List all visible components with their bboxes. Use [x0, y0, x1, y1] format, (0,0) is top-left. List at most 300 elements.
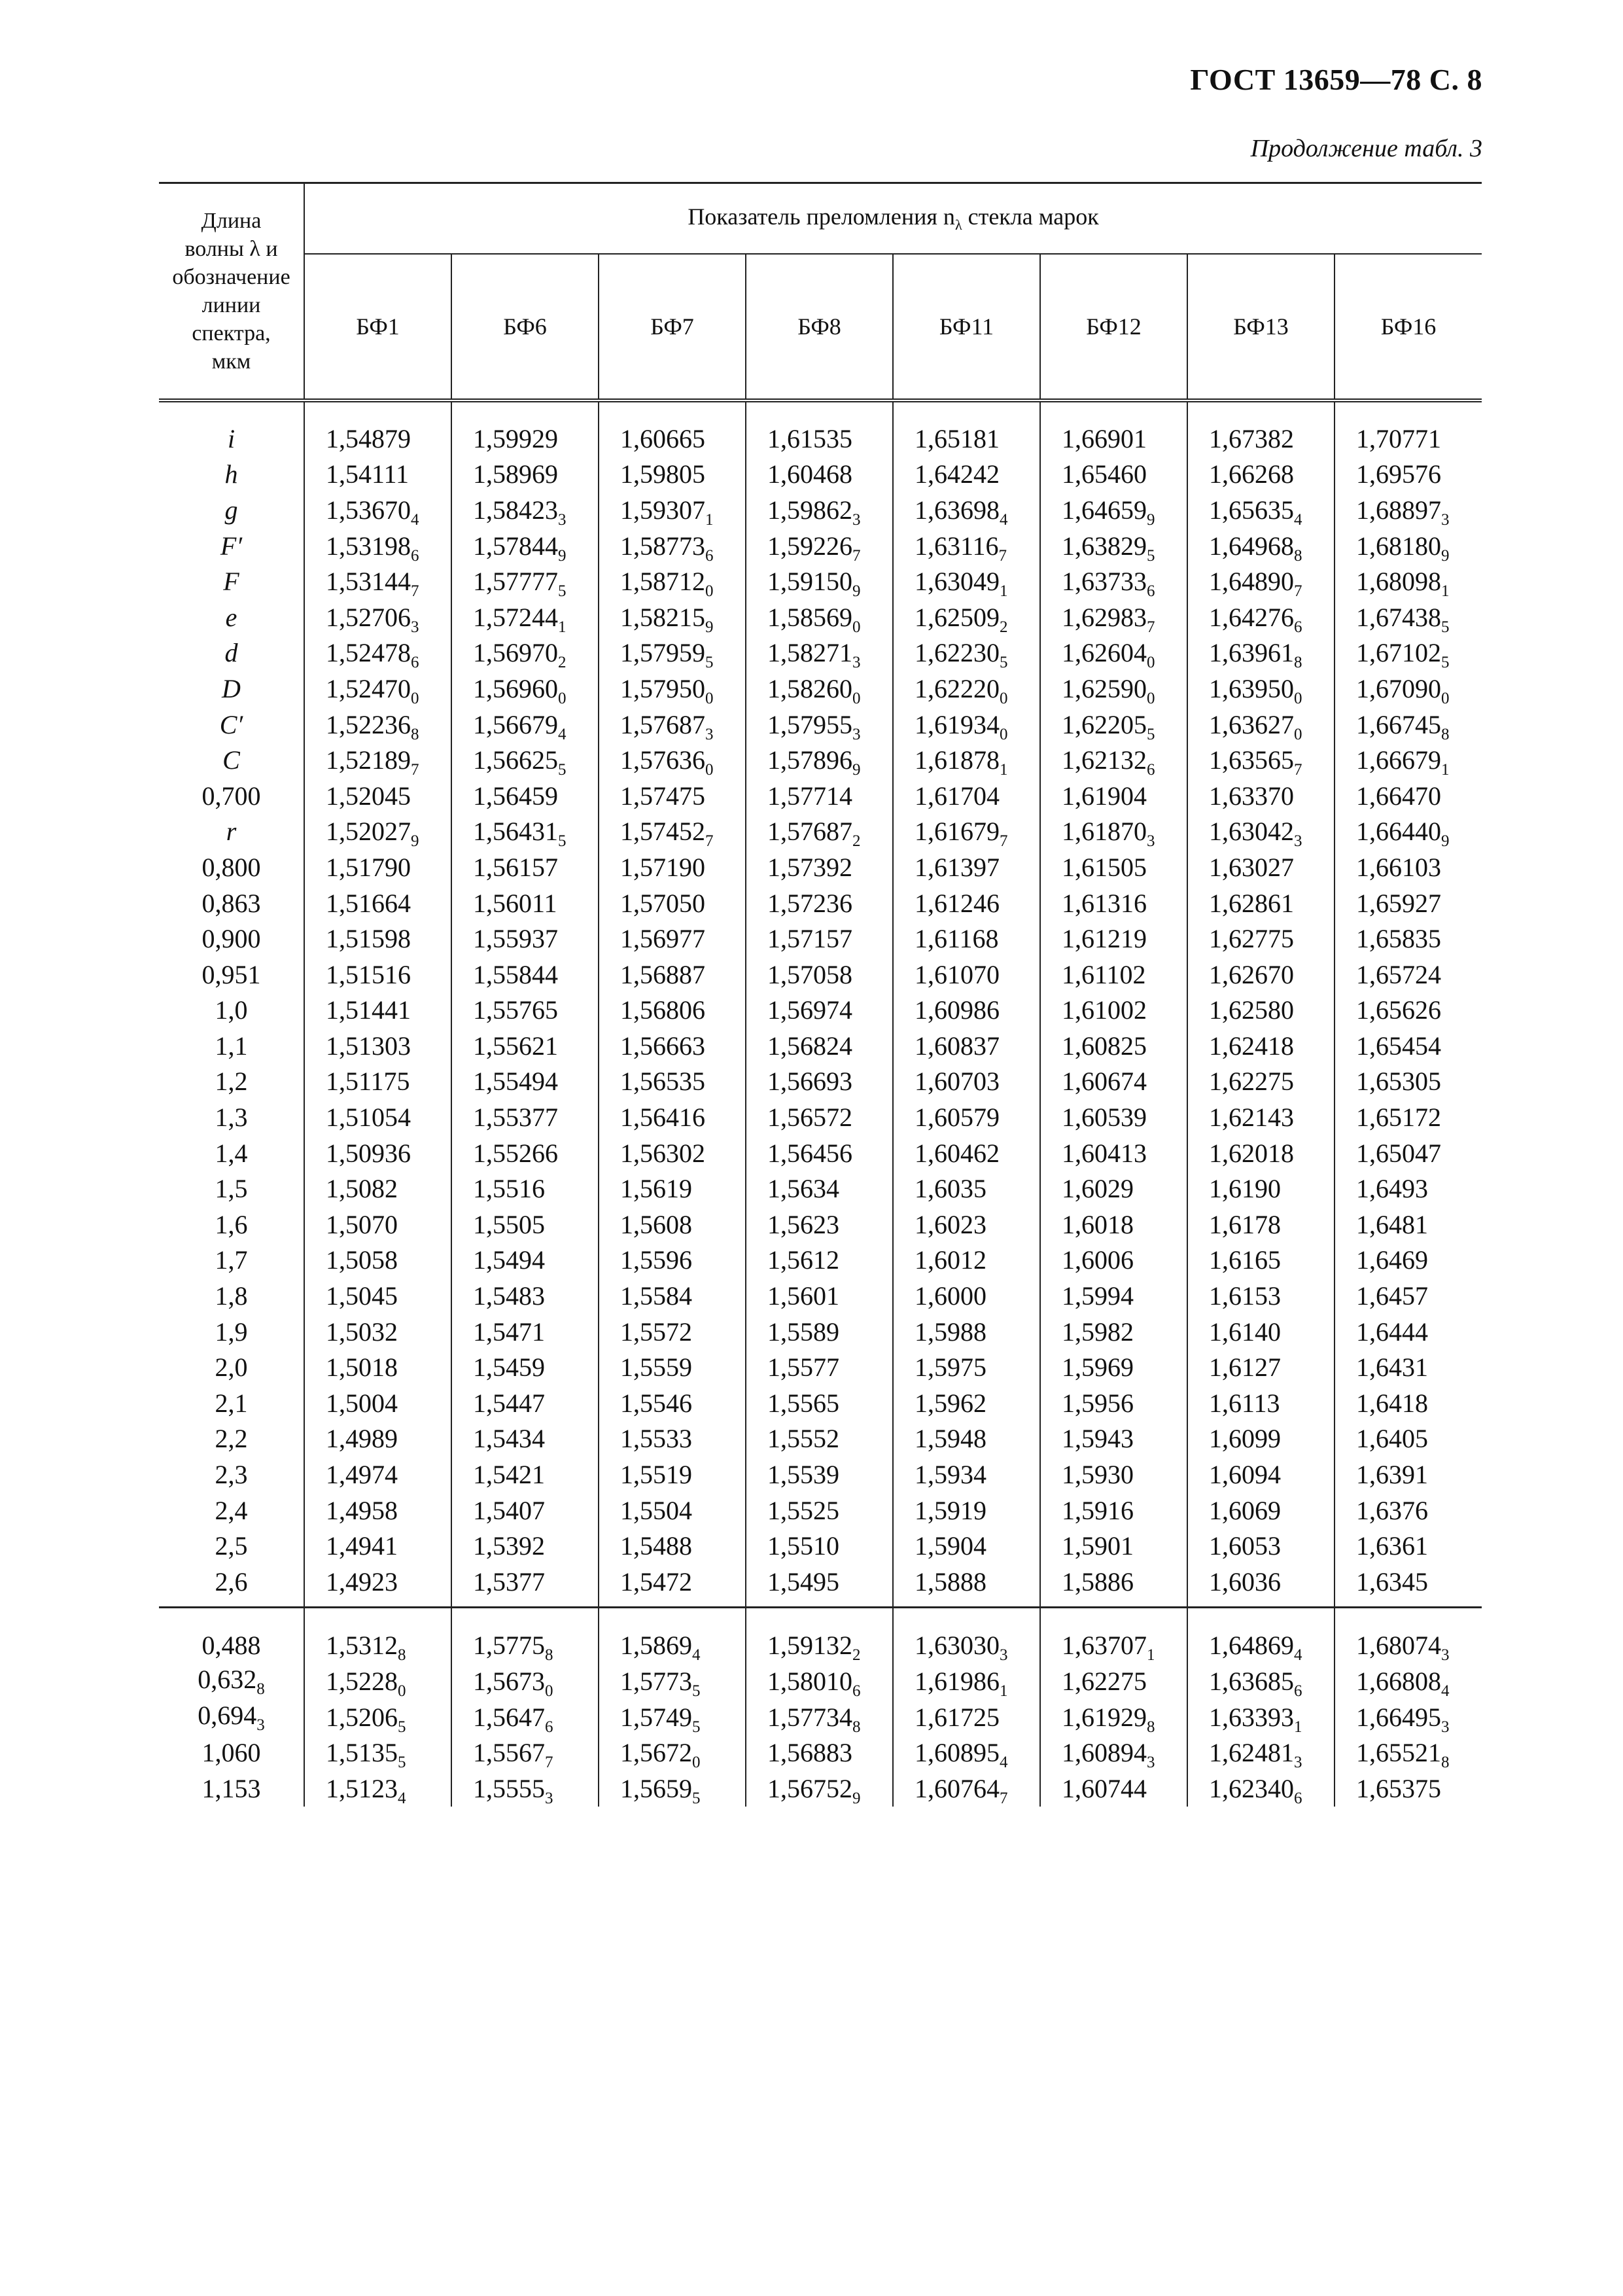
index-value: 1,6481 — [1356, 1209, 1428, 1239]
index-value: 1,5888 — [915, 1566, 986, 1597]
index-value: 1,5123 — [326, 1773, 398, 1803]
index-value-cell — [451, 849, 599, 885]
index-value: 1,62481 — [1209, 1738, 1294, 1768]
index-value-cell — [304, 1492, 451, 1528]
wavelength-label-text: 2,0 — [215, 1352, 248, 1383]
index-value-cell — [746, 1064, 893, 1100]
wavelength-label — [159, 671, 304, 707]
index-value-subscript: 8 — [545, 1646, 553, 1665]
index-value-cell — [304, 635, 451, 671]
index-value-cell — [599, 492, 746, 528]
index-value-cell — [893, 885, 1040, 921]
table-row — [159, 599, 1482, 635]
index-value: 1,63961 — [1209, 638, 1294, 668]
column-header-bf8: БФ8 — [746, 254, 893, 400]
index-value-cell — [893, 742, 1040, 778]
index-value: 1,65460 — [1062, 459, 1147, 489]
index-value-cell — [893, 1207, 1040, 1243]
index-value-cell — [1335, 849, 1482, 885]
index-value-cell — [304, 1564, 451, 1607]
index-value: 1,63627 — [1209, 709, 1294, 739]
index-value: 1,6469 — [1356, 1245, 1428, 1275]
index-value-cell — [451, 563, 599, 599]
index-value-subscript: 7 — [545, 1754, 553, 1772]
index-value-cell — [304, 1421, 451, 1457]
wavelength-label — [159, 1135, 304, 1171]
index-value: 1,63393 — [1209, 1702, 1294, 1732]
index-value-cell — [1187, 957, 1335, 993]
index-value: 1,56679 — [473, 709, 558, 739]
index-value-subscript: 1 — [1000, 582, 1008, 601]
index-value-cell — [1187, 814, 1335, 850]
index-value-cell — [1187, 1278, 1335, 1314]
index-value-subscript: 0 — [705, 582, 714, 601]
index-value: 1,5488 — [620, 1531, 692, 1561]
index-value-cell — [746, 457, 893, 493]
index-value: 1,5647 — [473, 1702, 545, 1732]
index-value: 1,62143 — [1209, 1103, 1294, 1133]
wavelength-label-text: 2,3 — [215, 1460, 248, 1490]
index-value-cell — [1040, 457, 1187, 493]
index-value: 1,57244 — [473, 602, 558, 632]
index-value: 1,59307 — [620, 495, 705, 525]
index-value: 1,61878 — [915, 745, 1000, 775]
index-value-cell — [1335, 457, 1482, 493]
column-header-bf6: БФ6 — [451, 254, 599, 400]
index-value: 1,6099 — [1209, 1424, 1281, 1454]
index-value: 1,5596 — [620, 1245, 692, 1275]
index-value: 1,56883 — [767, 1738, 852, 1768]
index-value-cell — [746, 742, 893, 778]
index-value: 1,5552 — [767, 1424, 839, 1454]
index-value: 1,6113 — [1209, 1388, 1280, 1418]
index-value: 1,5228 — [326, 1666, 398, 1696]
index-value-subscript: 5 — [398, 1718, 406, 1736]
index-value-subscript: 0 — [692, 1754, 701, 1772]
wavelength-label — [159, 1699, 304, 1735]
index-value: 1,5943 — [1062, 1424, 1134, 1454]
index-value: 1,6018 — [1062, 1209, 1134, 1239]
index-value-subscript: 1 — [1147, 1646, 1155, 1665]
index-value: 1,63049 — [915, 567, 1000, 597]
index-value: 1,5672 — [620, 1738, 692, 1768]
index-value: 1,58569 — [767, 602, 852, 632]
wavelength-label-text: 0,632 — [198, 1664, 257, 1694]
table-row — [159, 457, 1482, 493]
index-value-cell — [451, 1663, 599, 1699]
index-value-cell — [893, 707, 1040, 743]
index-value: 1,58773 — [620, 531, 705, 561]
wavelength-label-text: 0,800 — [201, 852, 261, 882]
index-value-cell — [1335, 1278, 1482, 1314]
index-value-cell — [1040, 1028, 1187, 1064]
index-value-cell — [599, 1064, 746, 1100]
index-value-cell — [451, 635, 599, 671]
wavelength-label-text: 1,2 — [215, 1067, 248, 1097]
index-value-cell — [599, 885, 746, 921]
index-value: 1,4941 — [326, 1531, 398, 1561]
index-value: 1,5070 — [326, 1209, 398, 1239]
index-value-subscript: 5 — [558, 832, 567, 851]
index-value: 1,51175 — [326, 1067, 410, 1097]
index-value-subscript: 0 — [705, 689, 714, 707]
index-value-cell — [1187, 921, 1335, 957]
index-value-cell — [1040, 599, 1187, 635]
index-value-subscript: 5 — [1441, 654, 1450, 672]
index-value-cell — [1187, 1349, 1335, 1385]
index-value: 1,60986 — [915, 995, 1000, 1025]
index-value-cell — [451, 457, 599, 493]
index-value-subscript: 5 — [558, 582, 567, 601]
index-value-cell — [1040, 993, 1187, 1029]
index-value-subscript: 7 — [998, 546, 1007, 565]
index-value-subscript: 5 — [558, 761, 567, 779]
index-value: 1,62670 — [1209, 959, 1294, 989]
index-value-cell — [451, 814, 599, 850]
wavelength-label — [159, 957, 304, 993]
index-value-cell — [1187, 742, 1335, 778]
index-value: 1,5919 — [915, 1495, 986, 1525]
index-value-cell — [451, 1099, 599, 1135]
index-value-subscript: 6 — [1294, 1789, 1302, 1807]
index-value: 1,55844 — [473, 959, 558, 989]
index-value: 1,6127 — [1209, 1352, 1281, 1383]
index-value-subscript: 3 — [1147, 1754, 1155, 1772]
index-value-cell — [599, 1699, 746, 1735]
table-row — [159, 921, 1482, 957]
index-value: 1,57896 — [767, 745, 852, 775]
index-value-subscript: 6 — [705, 546, 714, 565]
index-value: 1,6493 — [1356, 1174, 1428, 1204]
index-value: 1,65172 — [1356, 1103, 1441, 1133]
index-value: 1,57058 — [767, 959, 852, 989]
index-value-cell — [304, 993, 451, 1029]
index-value: 1,58271 — [767, 638, 852, 668]
index-value-cell — [451, 993, 599, 1029]
index-value: 1,65305 — [1356, 1067, 1441, 1097]
index-value-cell — [746, 671, 893, 707]
index-value-subscript: 5 — [1147, 546, 1155, 565]
wavelength-label — [159, 1207, 304, 1243]
index-value-cell — [1187, 635, 1335, 671]
table-row — [159, 1457, 1482, 1492]
index-value: 1,65626 — [1356, 995, 1441, 1025]
wavelength-label-text: g — [224, 495, 238, 525]
index-value: 1,5421 — [473, 1460, 545, 1490]
index-value-cell — [893, 1243, 1040, 1279]
index-value-cell — [599, 1735, 746, 1771]
group-header-text: Показатель преломления n — [688, 203, 955, 230]
index-value-cell — [746, 599, 893, 635]
index-value-subscript: 1 — [705, 510, 714, 529]
index-value-cell — [1040, 400, 1187, 457]
page-header: ГОСТ 13659—78 С. 8 — [1190, 63, 1482, 96]
index-value-cell — [1187, 1099, 1335, 1135]
wavelength-label — [159, 742, 304, 778]
index-value-cell — [304, 492, 451, 528]
index-value-cell — [1335, 993, 1482, 1029]
index-value-cell — [746, 1735, 893, 1771]
index-value: 1,67382 — [1209, 423, 1294, 453]
index-value-subscript: 8 — [398, 1646, 406, 1665]
index-value: 1,51790 — [326, 852, 411, 882]
index-value: 1,5886 — [1062, 1566, 1134, 1597]
index-value: 1,57714 — [767, 781, 852, 811]
index-value: 1,5775 — [473, 1631, 545, 1661]
index-value-cell — [1335, 778, 1482, 814]
index-value-subscript: 3 — [705, 725, 714, 743]
index-value: 1,6035 — [915, 1174, 986, 1204]
index-value-subscript: 5 — [1147, 725, 1155, 743]
index-value: 1,63707 — [1062, 1631, 1147, 1661]
index-value: 1,6345 — [1356, 1566, 1428, 1597]
wavelength-label — [159, 457, 304, 493]
index-value: 1,6391 — [1356, 1460, 1428, 1490]
index-value-cell — [599, 1171, 746, 1207]
wavelength-header-line: Длина — [201, 209, 262, 233]
index-value: 1,62580 — [1209, 995, 1294, 1025]
index-value-cell — [304, 1207, 451, 1243]
index-value: 1,5135 — [326, 1738, 398, 1768]
index-value-cell — [1040, 1735, 1187, 1771]
wavelength-label-text: 1,6 — [215, 1209, 248, 1239]
index-value: 1,65724 — [1356, 959, 1441, 989]
index-value-cell — [893, 1171, 1040, 1207]
index-value: 1,68074 — [1356, 1631, 1441, 1661]
table-row — [159, 563, 1482, 599]
index-value-cell — [304, 457, 451, 493]
index-value-cell — [1335, 671, 1482, 707]
wavelength-label — [159, 1457, 304, 1492]
index-value-subscript: 0 — [1147, 689, 1155, 707]
index-value: 1,52045 — [326, 781, 411, 811]
index-value-cell — [599, 1349, 746, 1385]
table-row — [159, 528, 1482, 564]
index-value-cell — [1335, 957, 1482, 993]
index-value-cell — [1040, 1243, 1187, 1279]
index-value: 1,5472 — [620, 1566, 692, 1597]
index-value: 1,55621 — [473, 1031, 558, 1061]
index-value-cell — [451, 1028, 599, 1064]
table-header — [159, 183, 1482, 401]
index-value: 1,52706 — [326, 602, 411, 632]
wavelength-label-text: 1,9 — [215, 1316, 248, 1347]
index-value-subscript: 6 — [411, 546, 419, 565]
index-value-cell — [451, 671, 599, 707]
index-value: 1,56625 — [473, 745, 558, 775]
index-value-cell — [893, 1385, 1040, 1421]
index-value: 1,5962 — [915, 1388, 986, 1418]
index-value: 1,65835 — [1356, 924, 1441, 954]
index-value: 1,55266 — [473, 1138, 558, 1168]
index-value-subscript: 7 — [705, 832, 714, 851]
index-value: 1,58215 — [620, 602, 705, 632]
index-value-cell — [451, 1171, 599, 1207]
wavelength-label-text: F′ — [220, 531, 243, 561]
wavelength-label-text: 0,700 — [201, 781, 261, 811]
index-value: 1,51054 — [326, 1103, 411, 1133]
index-value: 1,6190 — [1209, 1174, 1281, 1204]
table-row — [159, 1135, 1482, 1171]
index-value: 1,5634 — [767, 1174, 839, 1204]
index-value: 1,54111 — [326, 459, 410, 489]
table-row — [159, 1064, 1482, 1100]
index-value-cell — [451, 1564, 599, 1607]
index-value-cell — [304, 778, 451, 814]
index-value-subscript: 1 — [1441, 761, 1450, 779]
index-value-cell — [451, 707, 599, 743]
index-value: 1,55937 — [473, 924, 558, 954]
index-value: 1,5504 — [620, 1495, 692, 1525]
index-value-cell — [451, 1699, 599, 1735]
wavelength-label-text: 2,4 — [215, 1495, 248, 1525]
wavelength-label-text: 0,488 — [201, 1631, 261, 1661]
index-value: 1,5312 — [326, 1631, 398, 1661]
index-value-cell — [451, 885, 599, 921]
index-value: 1,61904 — [1062, 781, 1147, 811]
index-value-cell — [746, 993, 893, 1029]
index-value: 1,62275 — [1062, 1666, 1147, 1696]
index-value: 1,60468 — [767, 459, 852, 489]
wavelength-label-text: 1,1 — [215, 1031, 248, 1061]
index-value: 1,57452 — [620, 817, 705, 847]
index-value: 1,61102 — [1062, 959, 1146, 989]
index-value-cell — [304, 921, 451, 957]
index-value-cell — [893, 457, 1040, 493]
index-value: 1,65521 — [1356, 1738, 1441, 1768]
column-header-bf12: БФ12 — [1040, 254, 1187, 400]
index-value-cell — [599, 778, 746, 814]
index-value-subscript: 4 — [692, 1646, 701, 1665]
index-value-cell — [1187, 1607, 1335, 1663]
table-row — [159, 635, 1482, 671]
index-value-cell — [451, 1421, 599, 1457]
index-value-cell — [746, 1243, 893, 1279]
index-value-cell — [893, 814, 1040, 850]
index-value-cell — [304, 1243, 451, 1279]
index-value-cell — [1040, 1314, 1187, 1350]
wavelength-label — [159, 635, 304, 671]
table-row — [159, 993, 1482, 1029]
index-value: 1,57392 — [767, 852, 852, 882]
index-value: 1,65454 — [1356, 1031, 1441, 1061]
index-value: 1,6036 — [1209, 1566, 1281, 1597]
wavelength-label — [159, 1171, 304, 1207]
index-value-cell — [893, 599, 1040, 635]
index-value-cell — [1187, 778, 1335, 814]
index-value-cell — [746, 563, 893, 599]
index-value-cell — [746, 492, 893, 528]
index-value-cell — [599, 1564, 746, 1607]
wavelength-label — [159, 1564, 304, 1607]
index-value: 1,5969 — [1062, 1352, 1134, 1383]
index-value-subscript: 4 — [398, 1789, 406, 1807]
index-value-cell — [1187, 400, 1335, 457]
index-value-cell — [1187, 1457, 1335, 1492]
refractive-index-group-header — [304, 183, 1482, 255]
index-value-subscript: 2 — [558, 654, 567, 672]
wavelength-label-subscript: 3 — [256, 1716, 265, 1734]
table-row — [159, 1699, 1482, 1735]
index-value: 1,57687 — [767, 817, 852, 847]
index-value: 1,60894 — [1062, 1738, 1147, 1768]
index-value-cell — [893, 492, 1040, 528]
index-value-cell — [599, 563, 746, 599]
index-value: 1,64659 — [1062, 495, 1147, 525]
index-value-cell — [304, 1735, 451, 1771]
index-value-cell — [746, 849, 893, 885]
wavelength-label-text: 2,2 — [215, 1424, 248, 1454]
index-value: 1,5377 — [473, 1566, 545, 1597]
index-value: 1,5956 — [1062, 1388, 1134, 1418]
index-value-subscript: 8 — [1441, 1754, 1450, 1772]
table-body — [159, 400, 1482, 1807]
index-value-cell — [1187, 671, 1335, 707]
index-value-cell — [746, 1771, 893, 1807]
wavelength-label-text: C′ — [219, 709, 243, 739]
index-value: 1,5516 — [473, 1174, 545, 1204]
index-value-cell — [304, 849, 451, 885]
index-value-cell — [1187, 457, 1335, 493]
index-value-cell — [599, 1663, 746, 1699]
index-value-cell — [746, 707, 893, 743]
index-value-cell — [1335, 707, 1482, 743]
index-value-cell — [304, 1278, 451, 1314]
index-value-cell — [304, 707, 451, 743]
index-value-subscript: 1 — [1000, 1682, 1008, 1700]
index-value-subscript: 7 — [1000, 832, 1008, 851]
index-value-cell — [1187, 707, 1335, 743]
index-value-cell — [599, 1771, 746, 1807]
index-value: 1,58423 — [473, 495, 558, 525]
wavelength-label — [159, 1771, 304, 1807]
index-value: 1,5612 — [767, 1245, 839, 1275]
index-value: 1,5525 — [767, 1495, 839, 1525]
wavelength-label-text: 1,0 — [215, 995, 248, 1025]
index-value-cell — [893, 921, 1040, 957]
index-value-cell — [1040, 1135, 1187, 1171]
index-value-cell — [599, 1099, 746, 1135]
index-value: 1,6376 — [1356, 1495, 1428, 1525]
index-value: 1,63685 — [1209, 1666, 1294, 1696]
index-value: 1,5533 — [620, 1424, 692, 1454]
index-value: 1,6405 — [1356, 1424, 1428, 1454]
index-value-cell — [746, 1135, 893, 1171]
index-value: 1,56011 — [473, 888, 557, 918]
index-value: 1,5018 — [326, 1352, 398, 1383]
index-value-cell — [746, 921, 893, 957]
index-value-cell — [599, 814, 746, 850]
column-header-bf7: БФ7 — [599, 254, 746, 400]
index-value: 1,5495 — [767, 1566, 839, 1597]
wavelength-label-text: C — [222, 745, 240, 775]
index-value: 1,51516 — [326, 959, 411, 989]
index-value: 1,63733 — [1062, 567, 1147, 597]
index-value: 1,5546 — [620, 1388, 692, 1418]
wavelength-label — [159, 1099, 304, 1135]
index-value: 1,6178 — [1209, 1209, 1281, 1239]
index-value-cell — [1335, 1349, 1482, 1385]
wavelength-label — [159, 563, 304, 599]
index-value-subscript: 2 — [852, 1646, 861, 1665]
index-value: 1,63027 — [1209, 852, 1294, 882]
index-value: 1,67102 — [1356, 638, 1441, 668]
table-row — [159, 1278, 1482, 1314]
table-row — [159, 1564, 1482, 1607]
index-value-cell — [1040, 1528, 1187, 1564]
index-value-cell — [1187, 492, 1335, 528]
index-value-cell — [1187, 993, 1335, 1029]
